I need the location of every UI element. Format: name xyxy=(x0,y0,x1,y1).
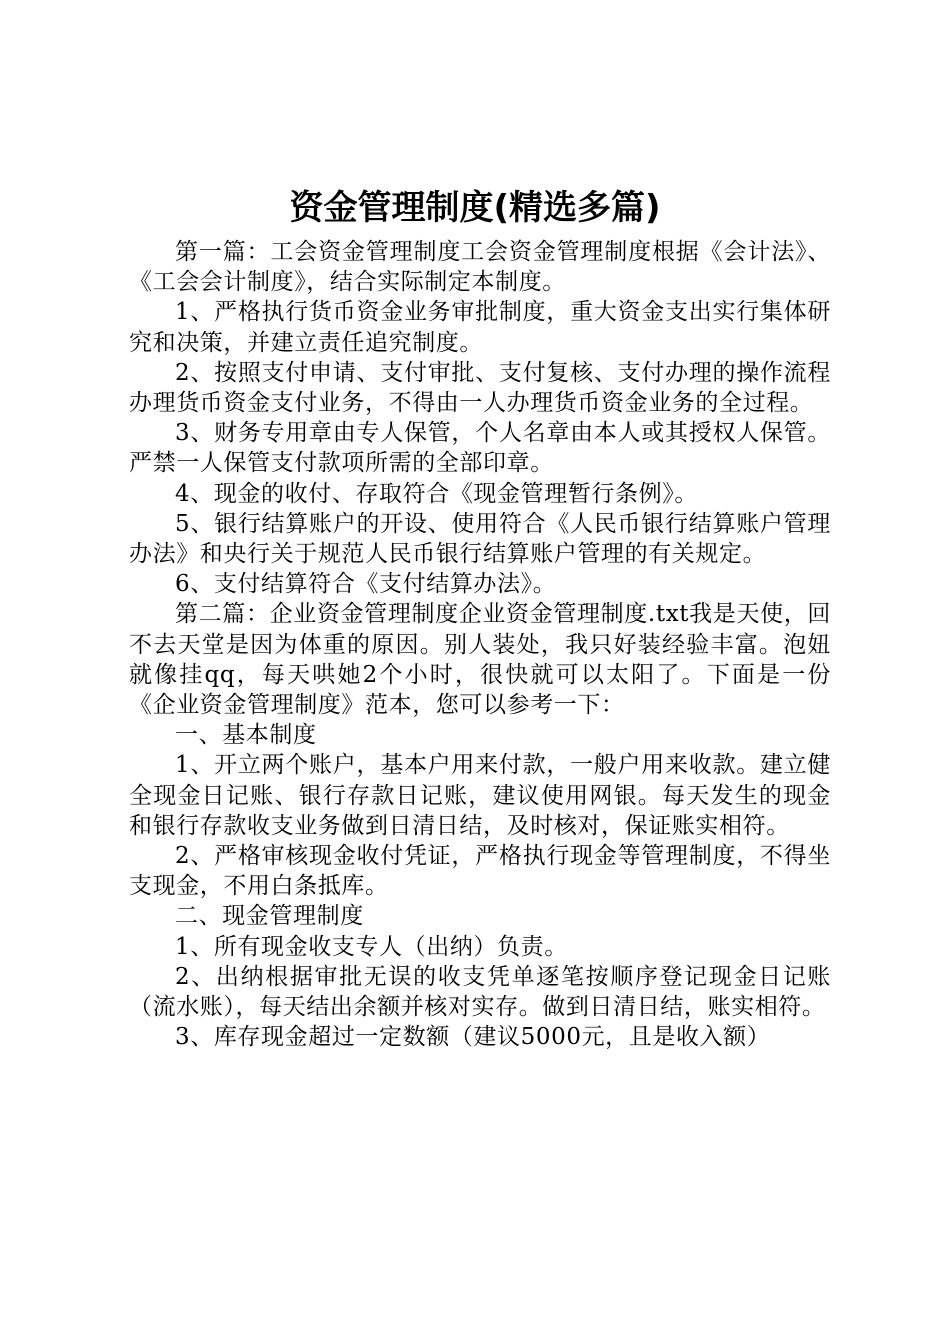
section-heading: 一、基本制度 xyxy=(175,722,317,749)
paragraph: 5、银行结算账户的开设、使用符合《人民币银行结算账户管理办法》和央行关于规范人民币银行结算账户管理的有关规定。 xyxy=(129,510,831,568)
paragraph: 3、库存现金超过一定数额（建议5000元，且是收入额） xyxy=(175,1024,771,1051)
section-heading: 二、现金管理制度 xyxy=(175,903,364,930)
paragraph: 2、按照支付申请、支付审批、支付复核、支付办理的操作流程办理货币资金支付业务，不得由一人办理货币资金业务的全过程。 xyxy=(129,359,831,417)
paragraph: 3、财务专用章由专人保管，个人名章由本人或其授权人保管。严禁一人保管支付款项所需的全部印章。 xyxy=(129,420,831,477)
document-title: 资金管理制度(精选多篇) xyxy=(289,188,661,228)
paragraph: 6、支付结算符合《支付结算办法》。 xyxy=(175,571,557,598)
paragraph: 2、严格审核现金收付凭证，严格执行现金等管理制度，不得坐支现金，不用白条抵库。 xyxy=(129,843,831,900)
paragraph: 第二篇：企业资金管理制度企业资金管理制度.txt我是天使，回不去天堂是因为体重的原因。别人装处，我只好装经验丰富。泡妞就像挂qq，每天哄她2个小时，很快就可以太阳了。下面是一份《企业资金管理制度》范本，您可以参考一下： xyxy=(129,601,831,719)
paragraph: 4、现金的收付、存取符合《现金管理暂行条例》。 xyxy=(175,480,698,507)
paragraph: 1、所有现金收支专人（出纳）负责。 xyxy=(175,933,568,960)
paragraph: 第一篇：工会资金管理制度工会资金管理制度根据《会计法》、《工会会计制度》，结合实际制定本制度。 xyxy=(129,239,831,296)
paragraph: 2、出纳根据审批无误的收支凭单逐笔按顺序登记现金日记账（流水账），每天结出余额并核对实存。做到日清日结，账实相符。 xyxy=(129,963,831,1021)
paragraph: 1、严格执行货币资金业务审批制度，重大资金支出实行集体研究和决策，并建立责任追究制度。 xyxy=(129,299,831,356)
paragraph: 1、开立两个账户，基本户用来付款，一般户用来收款。建立健全现金日记账、银行存款日记账，建议使用网银。每天发生的现金和银行存款收支业务做到日清日结，及时核对，保证账实相符。 xyxy=(129,752,831,839)
document-body xyxy=(129,237,831,1052)
